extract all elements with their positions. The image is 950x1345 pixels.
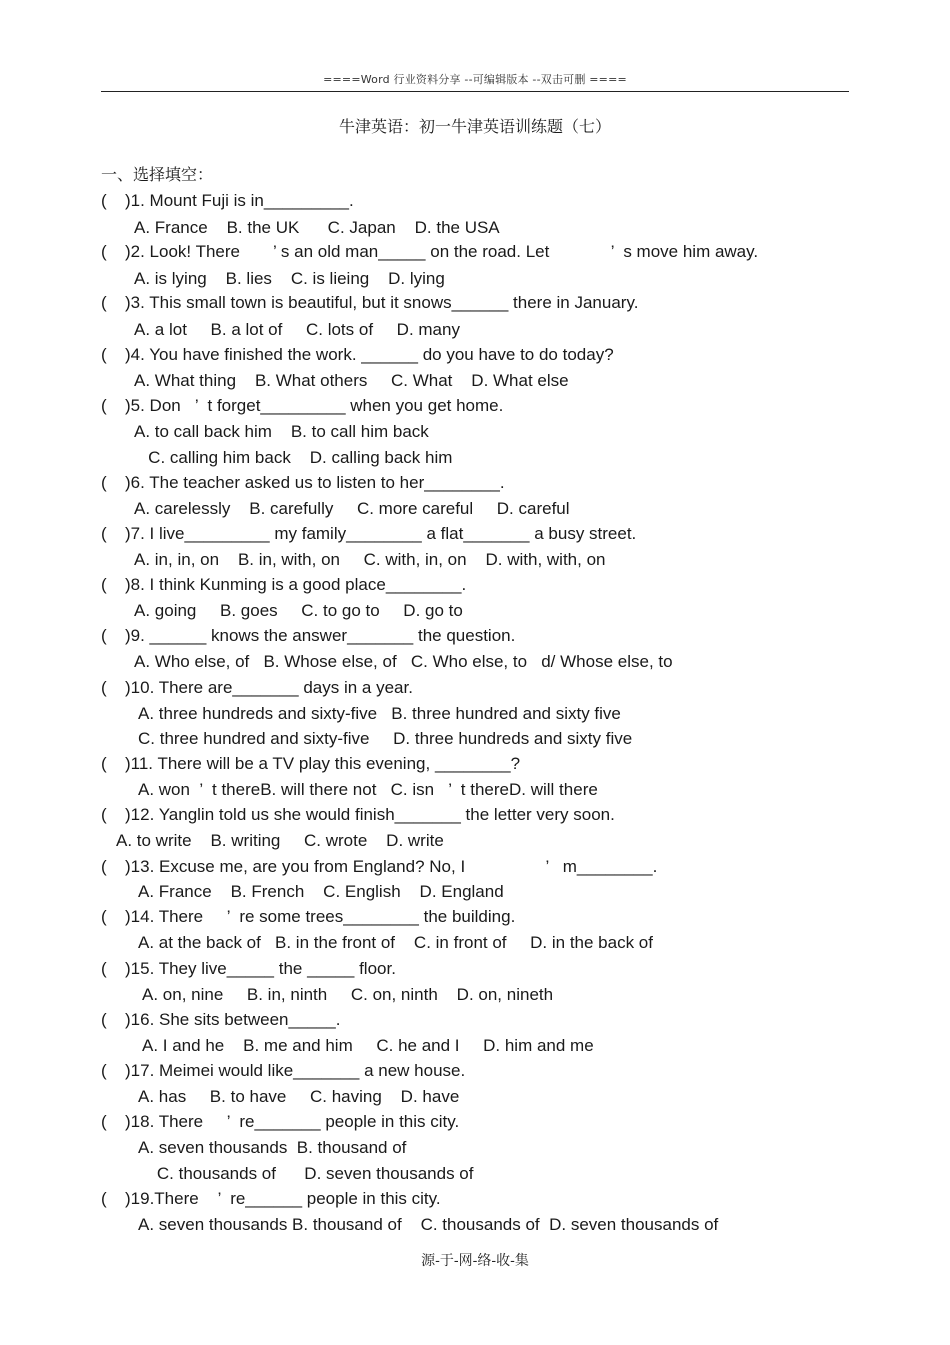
question-text: )9. ______ knows the answer_______ the question. xyxy=(125,626,516,645)
question-paren: ( xyxy=(101,678,107,697)
answer-options: A. to write B. writing C. wrote D. write xyxy=(116,831,444,850)
question-text: )17. Meimei would like_______ a new house. xyxy=(125,1061,466,1080)
question-paren: ( xyxy=(101,345,107,364)
page-footer: 源-于-网-络-收-集 xyxy=(421,1253,529,1269)
question-paren: ( xyxy=(101,959,107,978)
answer-options: C. three hundred and sixty-five D. three hundreds and sixty five xyxy=(138,729,633,748)
answer-options: C. calling him back D. calling back him xyxy=(134,448,453,467)
section-heading: 一、选择填空： xyxy=(101,165,214,184)
question-paren: ( xyxy=(101,754,107,773)
question-paren: ( xyxy=(101,626,107,645)
question-paren: ( xyxy=(101,473,107,492)
answer-options: A. carelessly B. carefully C. more careful D. careful xyxy=(134,499,570,518)
question-paren: ( xyxy=(101,1010,107,1029)
question-text: )5. Don ’ t forget_________ when you get home. xyxy=(125,396,504,415)
question-text: )14. There ’ re some trees________ the building. xyxy=(125,907,516,926)
question-paren: ( xyxy=(101,857,107,876)
answer-options: A. France B. French C. English D. England xyxy=(138,882,504,901)
question-paren: ( xyxy=(101,575,107,594)
answer-options: A. I and he B. me and him C. he and I D. him and me xyxy=(142,1036,594,1055)
question-text: )10. There are_______ days in a year. xyxy=(125,678,413,697)
answer-options: A. in, in, on B. in, with, on C. with, in, on D. with, with, on xyxy=(134,550,606,569)
question-text: )6. The teacher asked us to listen to her________. xyxy=(125,473,505,492)
question-paren: ( xyxy=(101,805,107,824)
answer-options: C. thousands of D. seven thousands of xyxy=(138,1164,474,1183)
question-paren: ( xyxy=(101,293,107,312)
question-paren: ( xyxy=(101,1112,107,1131)
question-text: )13. Excuse me, are you from England? No, I ’ m________. xyxy=(125,857,658,876)
document-title: 牛津英语：初一牛津英语训练题（七） xyxy=(338,117,611,136)
answer-options: A. at the back of B. in the front of C. in front of D. in the back of xyxy=(138,933,653,952)
answer-options: A. Who else, of B. Whose else, of C. Who else, to d/ Whose else, to xyxy=(134,652,673,671)
header-divider xyxy=(101,91,849,92)
answer-options: A. three hundreds and sixty-five B. three hundred and sixty five xyxy=(138,704,621,723)
question-text: )3. This small town is beautiful, but it snows______ there in January. xyxy=(125,293,639,312)
question-text: )7. I live_________ my family________ a flat_______ a busy street. xyxy=(125,524,637,543)
question-text: )19.There ’ re______ people in this city. xyxy=(125,1189,441,1208)
question-text: )8. I think Kunming is a good place________. xyxy=(125,575,467,594)
question-text: )15. They live_____ the _____ floor. xyxy=(125,959,396,978)
answer-options: A. France B. the UK C. Japan D. the USA xyxy=(134,218,500,237)
answer-options: A. What thing B. What others C. What D. What else xyxy=(134,371,569,390)
answer-options: A. going B. goes C. to go to D. go to xyxy=(134,601,463,620)
question-text: )2. Look! There ’ s an old man_____ on the road. Let ’ s move him away. xyxy=(125,242,759,261)
question-paren: ( xyxy=(101,1189,107,1208)
question-text: )12. Yanglin told us she would finish_______ the letter very soon. xyxy=(125,805,615,824)
answer-options: A. on, nine B. in, ninth C. on, ninth D. on, nineth xyxy=(142,985,554,1004)
question-paren: ( xyxy=(101,1061,107,1080)
question-text: )18. There ’ re_______ people in this city. xyxy=(125,1112,460,1131)
question-text: )1. Mount Fuji is in_________. xyxy=(125,191,354,210)
answer-options: A. won ’ t thereB. will there not C. isn ’ t thereD. will there xyxy=(138,780,598,799)
question-paren: ( xyxy=(101,907,107,926)
question-paren: ( xyxy=(101,524,107,543)
answer-options: A. has B. to have C. having D. have xyxy=(138,1087,460,1106)
answer-options: A. is lying B. lies C. is lieing D. lying xyxy=(134,269,445,288)
question-paren: ( xyxy=(101,191,107,210)
answer-options: A. to call back him B. to call him back xyxy=(134,422,429,441)
question-text: )4. You have finished the work. ______ do you have to do today? xyxy=(125,345,614,364)
answer-options: A. seven thousands B. thousand of xyxy=(138,1138,407,1157)
answer-options: A. a lot B. a lot of C. lots of D. many xyxy=(134,320,460,339)
question-text: )16. She sits between_____. xyxy=(125,1010,341,1029)
question-paren: ( xyxy=(101,396,107,415)
question-paren: ( xyxy=(101,242,107,261)
answer-options: A. seven thousands B. thousand of C. thousands of D. seven thousands of xyxy=(138,1215,719,1234)
question-text: )11. There will be a TV play this evening, ________? xyxy=(125,754,521,773)
page-header: ====Word 行业资料分享 --可编辑版本 --双击可删 ==== xyxy=(323,73,627,86)
